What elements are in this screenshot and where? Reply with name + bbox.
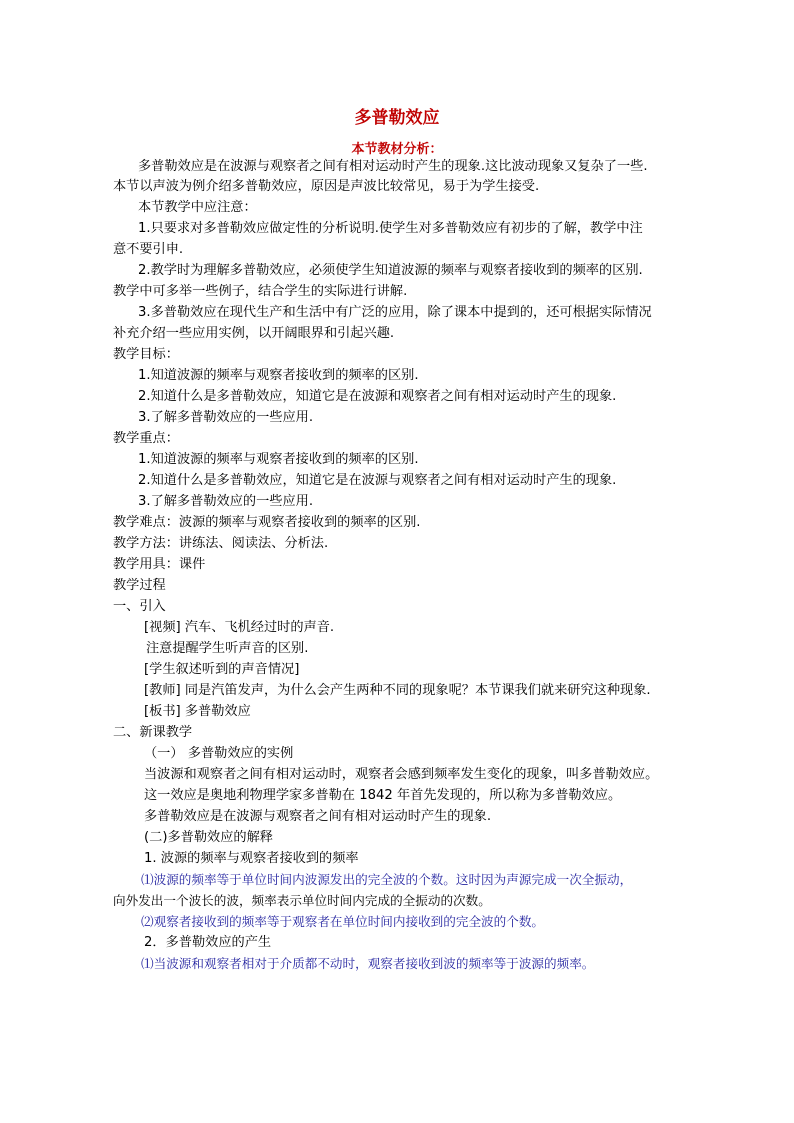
- paragraph-line: （一） 多普勒效应的实例: [144, 746, 294, 761]
- paragraph-line: 教学重点：: [113, 431, 179, 446]
- paragraph-line: 注意提醒学生听声音的区别.: [146, 641, 309, 656]
- paragraph-line: 二、新课教学: [113, 725, 193, 740]
- paragraph-line: 多普勒效应是在波源与观察者之间有相对运动时产生的现象.: [144, 809, 492, 824]
- paragraph-line: 这一效应是奥地利物理学家多普勒在 1842 年首先发现的，所以称为多普勒效应。: [144, 788, 622, 803]
- paragraph-line: 教学用具：课件: [113, 557, 206, 572]
- paragraph-line: [学生叙述听到的声音情况]: [144, 662, 300, 677]
- paragraph-line: 多普勒效应是在波源与观察者之间有相对运动时产生的现象.这比波动现象又复杂了一些.: [138, 159, 648, 174]
- paragraph-line: ⑵观察者接收到的频率等于观察者在单位时间内接收到的完全波的个数。: [141, 914, 544, 929]
- paragraph-line: 2.知道什么是多普勒效应，知道它是在波源和观察者之间有相对运动时产生的现象.: [138, 389, 617, 404]
- paragraph-line: 2.知道什么是多普勒效应，知道它是在波源与观察者之间有相对运动时产生的现象.: [138, 473, 617, 488]
- paragraph-line: 2．多普勒效应的产生: [144, 935, 272, 950]
- paragraph-line: 本节教学中应注意：: [138, 200, 257, 215]
- paragraph-line: 当波源和观察者之间有相对运动时，观察者会感到频率发生变化的现象，叫多普勒效应。: [144, 767, 659, 782]
- paragraph-line: 一、引入: [113, 599, 166, 614]
- section-heading: 本节教材分析：: [351, 142, 443, 157]
- paragraph-line: 3.了解多普勒效应的一些应用.: [138, 410, 314, 425]
- paragraph-line: [教师] 同是汽笛发声，为什么会产生两种不同的现象呢？本节课我们就来研究这种现象.: [144, 683, 651, 698]
- paragraph-line: ⑴波源的频率等于单位时间内波源发出的完全波的个数。这时因为声源完成一次全振动，: [141, 872, 633, 887]
- paragraph-line: [板书] 多普勒效应: [144, 704, 251, 719]
- paragraph-line: 教学目标：: [113, 347, 179, 362]
- paragraph-line: 教学中可多举一些例子，结合学生的实际进行讲解.: [113, 284, 408, 299]
- paragraph-line: 1.知道波源的频率与观察者接收到的频率的区别.: [138, 368, 419, 383]
- paragraph-line: 教学方法：讲练法、阅读法、分析法.: [113, 536, 329, 551]
- paragraph-line: 3.多普勒效应在现代生产和生活中有广泛的应用，除了课本中提到的，还可根据实际情况: [138, 305, 652, 320]
- paragraph-line: 教学难点：波源的频率与观察者接收到的频率的区别.: [113, 515, 421, 530]
- paragraph-line: 向外发出一个波长的波，频率表示单位时间内完成的全振动的次数。: [113, 893, 491, 908]
- paragraph-line: 意不要引申.: [113, 242, 184, 257]
- paragraph-line: 1.知道波源的频率与观察者接收到的频率的区别.: [138, 452, 419, 467]
- paragraph-line: 1.只要求对多普勒效应做定性的分析说明.使学生对多普勒效应有初步的了解，教学中注: [138, 221, 643, 236]
- paragraph-line: 补充介绍一些应用实例，以开阔眼界和引起兴趣.: [113, 326, 395, 341]
- paragraph-line: 1. 波源的频率与观察者接收到的频率: [144, 851, 359, 866]
- paragraph-line: (二)多普勒效应的解释: [144, 830, 273, 845]
- paragraph-line: ⑴当波源和观察者相对于介质都不动时，观察者接收到波的频率等于波源的频率。: [141, 956, 595, 971]
- document-title: 多普勒效应: [354, 108, 440, 128]
- paragraph-line: 3.了解多普勒效应的一些应用.: [138, 494, 314, 509]
- paragraph-line: [视频] 汽车、飞机经过时的声音.: [144, 620, 335, 635]
- paragraph-line: 教学过程: [113, 578, 166, 593]
- paragraph-line: 本节以声波为例介绍多普勒效应，原因是声波比较常见，易于为学生接受.: [113, 179, 540, 194]
- paragraph-line: 2.教学时为理解多普勒效应，必须使学生知道波源的频率与观察者接收到的频率的区别.: [138, 263, 643, 278]
